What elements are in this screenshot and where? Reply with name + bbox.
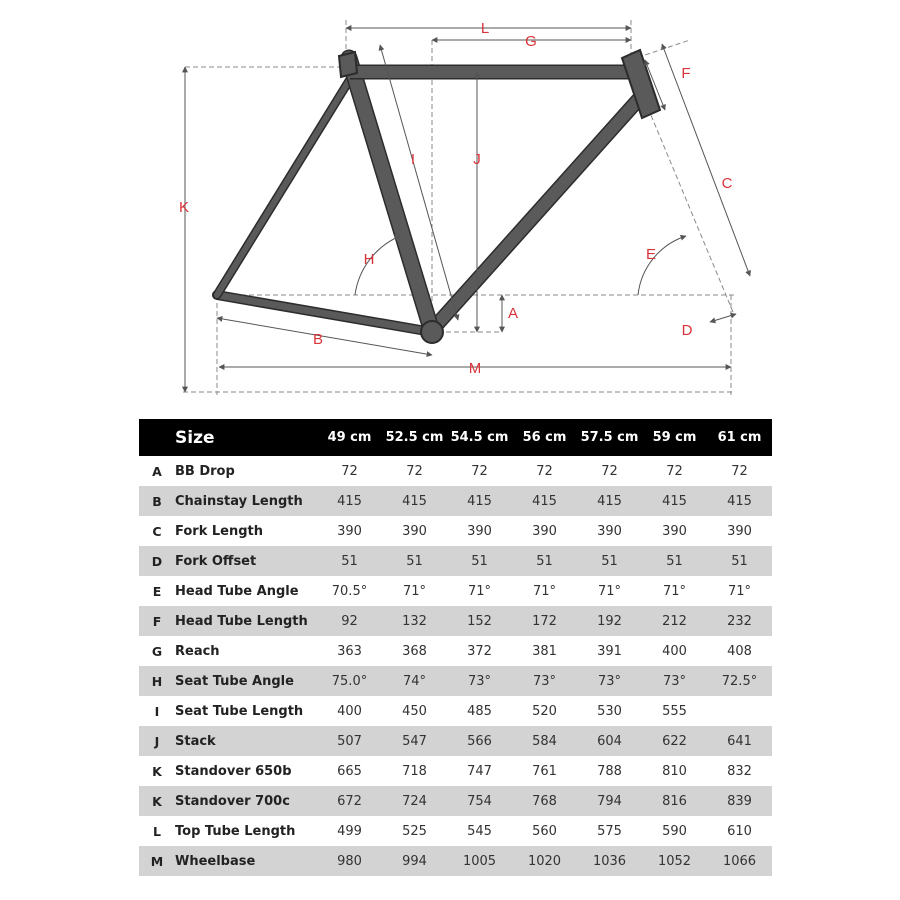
row-value-cell: 390 — [662, 523, 687, 539]
table-row — [139, 786, 772, 816]
row-measurement-name: Stack — [175, 726, 317, 756]
row-value-cell: 75.0° — [317, 666, 382, 696]
row-value-cell: 390 — [337, 523, 362, 539]
row-value-cell: 415 — [317, 486, 382, 516]
row-measurement-name: Fork Offset — [175, 546, 317, 576]
row-value-cell: 1005 — [447, 846, 512, 876]
row-value-cell: 520 — [532, 703, 557, 719]
row-value-cell: 72 — [666, 463, 683, 479]
row-letter: A — [152, 463, 162, 479]
row-letter: B — [139, 486, 175, 516]
dim-label-J: J — [473, 151, 481, 168]
row-letter: E — [152, 583, 162, 599]
row-value-cell: 590 — [662, 823, 687, 839]
row-measurement-name: Standover 650b — [175, 763, 292, 779]
row-value-cell: 724 — [382, 786, 447, 816]
row-measurement-name: Fork Length — [175, 523, 263, 539]
row-value-cell: 92 — [317, 606, 382, 636]
row-value-cell: 51 — [642, 546, 707, 576]
dim-H-arc — [355, 236, 400, 295]
row-letter: L — [153, 823, 161, 839]
row-letter: K — [152, 763, 162, 779]
row-value-cell: 575 — [597, 823, 622, 839]
row-value-cell: 72 — [406, 463, 423, 479]
row-value-cell: 1020 — [512, 846, 577, 876]
dim-label-K: K — [178, 199, 190, 216]
row-value-cell: 73° — [642, 666, 707, 696]
row-value-cell: 415 — [642, 486, 707, 516]
frame-geometry-diagram — [0, 0, 900, 405]
row-value-cell: 584 — [512, 726, 577, 756]
row-value-cell: 415 — [577, 486, 642, 516]
row-value-cell: 74° — [382, 666, 447, 696]
row-value-cell: 839 — [707, 786, 772, 816]
row-measurement-name: Head Tube Length — [175, 606, 317, 636]
row-value-cell: 390 — [532, 523, 557, 539]
row-value-cell: 71° — [532, 583, 557, 599]
row-value-cell: 641 — [707, 726, 772, 756]
row-value-cell: 768 — [512, 786, 577, 816]
row-value-cell: 980 — [317, 846, 382, 876]
row-value-cell: 71° — [727, 583, 752, 599]
row-value-cell: 72 — [341, 463, 358, 479]
row-value-cell: 51 — [577, 546, 642, 576]
dim-label-M: M — [468, 360, 482, 377]
table-row — [139, 456, 772, 486]
row-value-cell: 400 — [337, 703, 362, 719]
row-value-cell: 485 — [467, 703, 492, 719]
dim-label-G: G — [525, 33, 537, 50]
row-measurement-name: Seat Tube Length — [175, 703, 304, 719]
row-value-cell: 415 — [512, 486, 577, 516]
size-column-header: 54.5 cm — [447, 419, 512, 456]
table-row — [139, 816, 772, 846]
table-row — [139, 606, 772, 636]
row-value-cell: 372 — [467, 643, 492, 659]
row-value-cell: 665 — [337, 763, 362, 779]
row-value-cell: 381 — [532, 643, 557, 659]
row-value-cell: 754 — [447, 786, 512, 816]
chainstay-tube — [217, 295, 432, 332]
row-value-cell: 415 — [382, 486, 447, 516]
table-header-row — [139, 419, 772, 456]
row-letter: H — [139, 666, 175, 696]
row-value-cell: 51 — [512, 546, 577, 576]
row-value-cell: 1052 — [642, 846, 707, 876]
row-measurement-name: Chainstay Length — [175, 486, 317, 516]
row-value-cell: 610 — [727, 823, 752, 839]
row-value-cell: 72 — [471, 463, 488, 479]
row-value-cell: 622 — [642, 726, 707, 756]
row-value-cell: 73° — [447, 666, 512, 696]
table-row — [139, 726, 772, 756]
row-value-cell: 390 — [402, 523, 427, 539]
row-letter: J — [139, 726, 175, 756]
header-blank-cell — [139, 419, 175, 456]
row-value-cell: 1036 — [577, 846, 642, 876]
size-column-header: 57.5 cm — [577, 419, 642, 456]
row-measurement-name: Top Tube Length — [175, 823, 296, 839]
row-value-cell: 525 — [402, 823, 427, 839]
row-value-cell: 212 — [642, 606, 707, 636]
seat-tube — [349, 58, 432, 332]
row-letter: F — [139, 606, 175, 636]
row-value-cell: 132 — [382, 606, 447, 636]
dim-label-I: I — [410, 151, 416, 168]
row-value-cell: 794 — [577, 786, 642, 816]
row-value-cell: 718 — [402, 763, 427, 779]
down-tube — [432, 100, 638, 330]
dim-E-arc — [638, 236, 686, 295]
row-value-cell: 71° — [662, 583, 687, 599]
row-value-cell: 232 — [707, 606, 772, 636]
row-letter: M — [139, 846, 175, 876]
row-value-cell: 172 — [512, 606, 577, 636]
row-value-cell — [707, 696, 772, 726]
seatstay-tube — [217, 76, 352, 295]
row-value-cell: 499 — [337, 823, 362, 839]
row-value-cell: 70.5° — [331, 583, 368, 599]
row-value-cell: 761 — [532, 763, 557, 779]
row-value-cell: 672 — [317, 786, 382, 816]
size-column-header: 52.5 cm — [382, 419, 447, 456]
size-header: Size — [175, 419, 317, 456]
dim-label-F: F — [681, 65, 691, 82]
row-measurement-name: Reach — [175, 643, 220, 659]
row-value-cell: 390 — [467, 523, 492, 539]
dim-label-C: C — [721, 175, 733, 192]
size-column-header: 49 cm — [317, 419, 382, 456]
row-value-cell: 390 — [727, 523, 752, 539]
row-letter: D — [139, 546, 175, 576]
row-value-cell: 415 — [707, 486, 772, 516]
row-value-cell: 816 — [642, 786, 707, 816]
row-measurement-name: BB Drop — [175, 463, 235, 479]
row-value-cell: 788 — [597, 763, 622, 779]
row-letter: C — [152, 523, 162, 539]
row-value-cell: 408 — [727, 643, 752, 659]
row-value-cell: 450 — [402, 703, 427, 719]
row-value-cell: 51 — [382, 546, 447, 576]
bottom-bracket — [421, 321, 443, 343]
row-value-cell: 747 — [467, 763, 492, 779]
row-value-cell: 368 — [402, 643, 427, 659]
bike-frame — [217, 50, 660, 343]
row-value-cell: 566 — [447, 726, 512, 756]
size-column-header: 56 cm — [512, 419, 577, 456]
size-column-header: 59 cm — [642, 419, 707, 456]
row-value-cell: 73° — [577, 666, 642, 696]
row-value-cell: 1066 — [707, 846, 772, 876]
table-row — [139, 576, 772, 606]
seat-collar — [339, 52, 357, 77]
row-measurement-name: Seat Tube Angle — [175, 666, 317, 696]
dim-label-A: A — [507, 305, 519, 322]
dim-label-L: L — [480, 20, 490, 37]
row-value-cell: 545 — [467, 823, 492, 839]
row-value-cell: 71° — [402, 583, 427, 599]
row-letter: G — [151, 643, 163, 659]
dim-C-line — [662, 44, 750, 276]
table-row — [139, 486, 772, 516]
table-row — [139, 666, 772, 696]
row-value-cell: 832 — [727, 763, 752, 779]
row-value-cell: 555 — [662, 703, 687, 719]
row-value-cell: 72.5° — [707, 666, 772, 696]
row-value-cell: 547 — [382, 726, 447, 756]
row-value-cell: 72 — [601, 463, 618, 479]
row-value-cell: 415 — [447, 486, 512, 516]
row-value-cell: 73° — [512, 666, 577, 696]
row-measurement-name: Standover 700c — [175, 786, 317, 816]
table-row — [139, 516, 772, 546]
row-value-cell: 72 — [536, 463, 553, 479]
row-value-cell: 51 — [447, 546, 512, 576]
row-value-cell: 71° — [597, 583, 622, 599]
row-value-cell: 530 — [597, 703, 622, 719]
row-value-cell: 71° — [467, 583, 492, 599]
size-column-header: 61 cm — [707, 419, 772, 456]
dim-label-D: D — [681, 322, 693, 339]
table-body — [139, 456, 772, 876]
row-value-cell: 507 — [317, 726, 382, 756]
table-row — [139, 846, 772, 876]
row-value-cell: 51 — [317, 546, 382, 576]
row-value-cell: 72 — [731, 463, 748, 479]
table-row — [139, 696, 772, 726]
row-measurement-name: Head Tube Angle — [175, 583, 299, 599]
row-value-cell: 51 — [707, 546, 772, 576]
geometry-table — [139, 419, 772, 876]
table-row — [139, 636, 772, 666]
row-value-cell: 391 — [597, 643, 622, 659]
table-row — [139, 756, 772, 786]
row-value-cell: 994 — [382, 846, 447, 876]
dim-label-E: E — [645, 246, 657, 263]
row-value-cell: 192 — [577, 606, 642, 636]
row-measurement-name: Wheelbase — [175, 846, 317, 876]
dim-D-line — [710, 314, 736, 322]
steering-axis-guide — [645, 108, 733, 312]
row-letter: K — [139, 786, 175, 816]
row-value-cell: 152 — [447, 606, 512, 636]
row-value-cell: 400 — [662, 643, 687, 659]
row-value-cell: 390 — [597, 523, 622, 539]
row-letter: I — [154, 703, 160, 719]
dim-label-H: H — [363, 251, 375, 268]
row-value-cell: 604 — [577, 726, 642, 756]
dim-label-B: B — [312, 331, 324, 348]
row-value-cell: 363 — [337, 643, 362, 659]
row-value-cell: 810 — [662, 763, 687, 779]
table-row — [139, 546, 772, 576]
row-value-cell: 560 — [532, 823, 557, 839]
